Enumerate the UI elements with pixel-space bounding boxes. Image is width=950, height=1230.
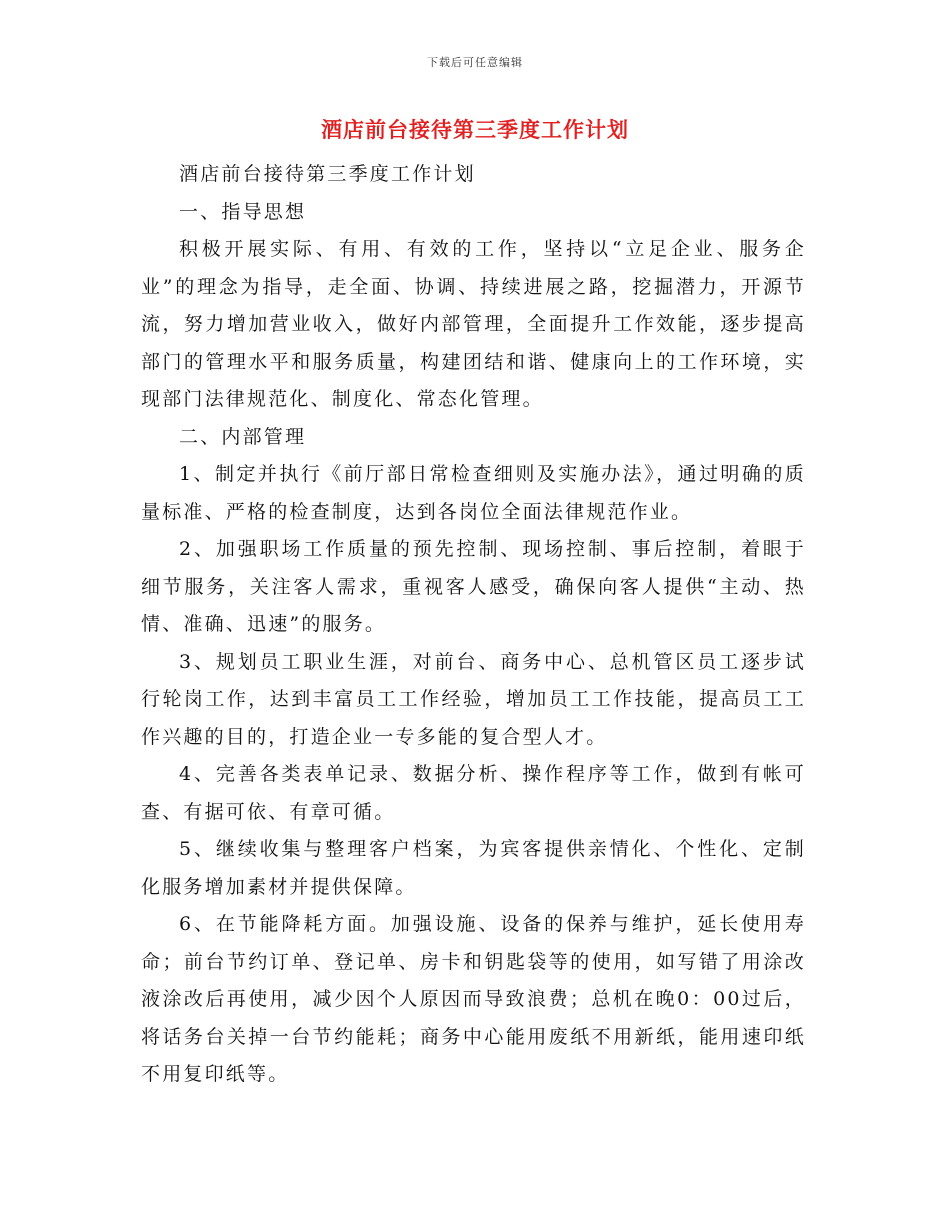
paragraph-item-3: 3、规划员工职业生涯，对前台、商务中心、总机管区员工逐步试行轮岗工作，达到丰富员工工作经验，增加员工工作技能，提高员工工作兴趣的目的，打造企业一专多能的复合型人才。: [141, 650, 806, 748]
section-heading-guiding-ideology: 一、指导思想: [179, 200, 307, 223]
section-heading-internal-management: 二、内部管理: [179, 425, 307, 448]
paragraph-item-6: 6、在节能降耗方面。加强设施、设备的保养与维护，延长使用寿命；前台节约订单、登记单、房卡和钥匙袋等的使用，如写错了用涂改液涂改后再使用，减少因个人原因而导致浪费；总机在晚0：00过后，将话务台关掉一台节约能耗；商务中心能用废纸不用新纸，能用速印纸不用复印纸等。: [141, 913, 806, 1085]
paragraph-item-5: 5、继续收集与整理客户档案，为宾客提供亲情化、个性化、定制化服务增加素材并提供保障。: [141, 838, 806, 898]
document-title: 酒店前台接待第三季度工作计划: [321, 117, 629, 142]
header-note: 下载后可任意编辑: [427, 56, 523, 69]
paragraph-item-2: 2、加强职场工作质量的预先控制、现场控制、事后控制，着眼于细节服务，关注客人需求，重视客人感受，确保向客人提供“主动、热情、准确、迅速”的服务。: [141, 538, 806, 635]
document-body: [141, 156, 806, 1094]
paragraph-item-4: 4、完善各类表单记录、数据分析、操作程序等工作，做到有帐可查、有据可依、有章可循。: [141, 763, 806, 823]
paragraph: 积极开展实际、有用、有效的工作，坚持以“立足企业、服务企业”的理念为指导，走全面、协调、持续进展之路，挖掘潜力，开源节流，努力增加营业收入，做好内部管理，全面提升工作效能，逐步提高部门的管理水平和服务质量，构建团结和谐、健康向上的工作环境，实现部门法律规范化、制度化、常态化管理。: [141, 238, 806, 410]
paragraph-item-1: 1、制定并执行《前厅部日常检查细则及实施办法》，通过明确的质量标准、严格的检查制度，达到各岗位全面法律规范作业。: [141, 463, 806, 523]
paragraph-subtitle: 酒店前台接待第三季度工作计划: [179, 163, 476, 185]
